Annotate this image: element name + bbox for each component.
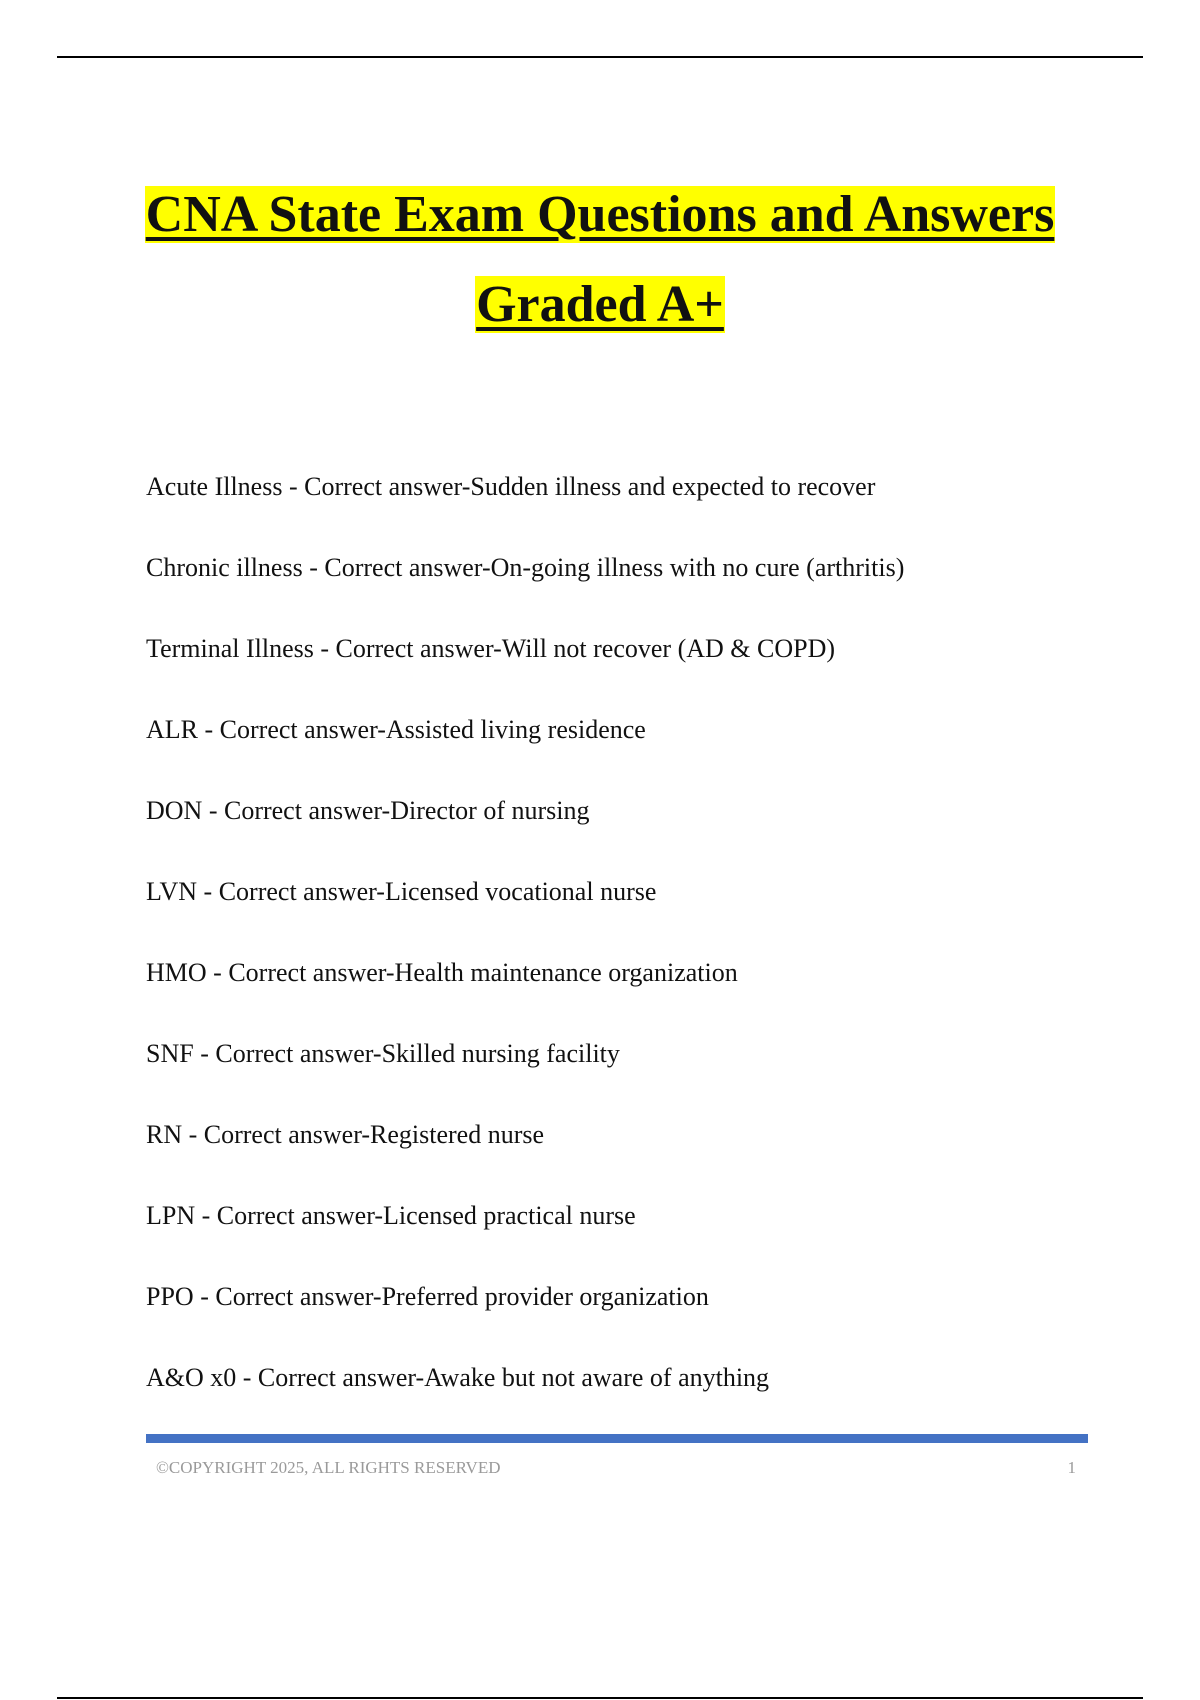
qa-item-acute-illness: Acute Illness - Correct answer-Sudden illness and expected to recover	[146, 472, 876, 501]
qa-item-terminal-illness: Terminal Illness - Correct answer-Will not recover (AD & COPD)	[146, 634, 836, 663]
footer-copyright: ©COPYRIGHT 2025, ALL RIGHTS RESERVED	[156, 1458, 501, 1477]
title-text-2: Graded A+	[476, 276, 724, 333]
title-line-1	[0, 170, 1200, 260]
title-line-2	[0, 260, 1200, 350]
qa-item-rn: RN - Correct answer-Registered nurse	[146, 1120, 545, 1149]
footer-page-number: 1	[1067, 1458, 1076, 1477]
qa-item-lvn: LVN - Correct answer-Licensed vocational nurse	[146, 877, 657, 906]
qa-list	[146, 446, 1106, 1418]
bottom-rule	[57, 1697, 1143, 1699]
qa-item-chronic-illness: Chronic illness - Correct answer-On-going illness with no cure (arthritis)	[146, 553, 905, 582]
document-title	[0, 170, 1200, 350]
top-rule	[57, 56, 1143, 58]
qa-item-alr: ALR - Correct answer-Assisted living residence	[146, 715, 646, 744]
footer-accent-bar	[146, 1434, 1088, 1443]
qa-item-ppo: PPO - Correct answer-Preferred provider organization	[146, 1282, 709, 1311]
qa-item-snf: SNF - Correct answer-Skilled nursing facility	[146, 1039, 620, 1068]
qa-item-lpn: LPN - Correct answer-Licensed practical nurse	[146, 1201, 636, 1230]
qa-item-hmo: HMO - Correct answer-Health maintenance organization	[146, 958, 738, 987]
qa-item-ao-x0: A&O x0 - Correct answer-Awake but not aware of anything	[146, 1363, 770, 1392]
qa-item-don: DON - Correct answer-Director of nursing	[146, 796, 590, 825]
title-text-1: CNA State Exam Questions and Answers	[145, 186, 1055, 243]
